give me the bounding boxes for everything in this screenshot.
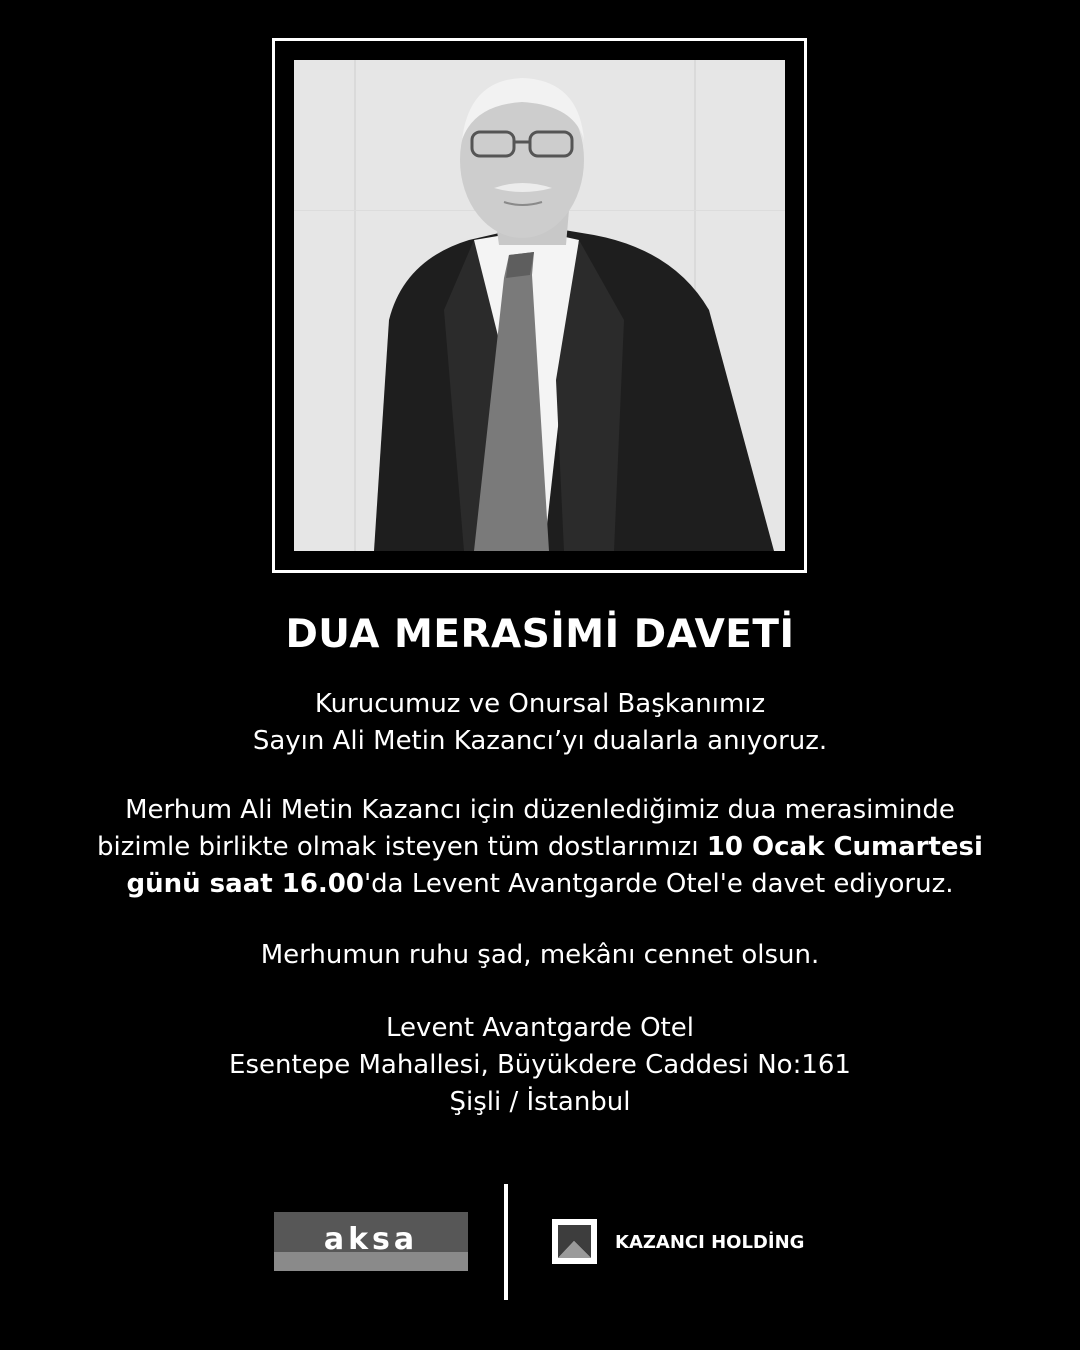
- invitation-text: [0, 792, 1080, 903]
- portrait-illustration: [294, 60, 785, 551]
- page-title: DUA MERASİMİ DAVETİ: [285, 612, 795, 657]
- tribute-text: [0, 686, 1080, 760]
- venue-name: Levent Avantgarde Otel: [386, 1013, 694, 1043]
- prayer-text: [0, 937, 1080, 974]
- invitation-line-3-text: 'da Levent Avantgarde Otel'e davet ediyoruz.: [363, 869, 954, 899]
- portrait-photo: [294, 60, 785, 551]
- footer-logos: [0, 1180, 1080, 1305]
- venue-street: Esentepe Mahallesi, Büyükdere Caddesi No:161: [229, 1050, 851, 1080]
- tribute-line-2: Sayın Ali Metin Kazancı’yı dualarla anıyoruz.: [252, 726, 828, 756]
- invitation-line-1: Merhum Ali Metin Kazancı için düzenlediğimiz dua merasiminde: [125, 795, 955, 825]
- prayer-line: Merhumun ruhu şad, mekânı cennet olsun.: [260, 940, 820, 970]
- aksa-logo: [274, 1212, 468, 1271]
- invitation-line-2-text: bizimle birlikte olmak isteyen tüm dostlarımızı: [97, 832, 707, 862]
- kazanci-logo-icon: [552, 1219, 597, 1264]
- aksa-logo-text: aksa: [323, 1222, 419, 1257]
- invitation-time: günü saat 16.00: [126, 869, 364, 899]
- venue-city: Şişli / İstanbul: [449, 1087, 631, 1117]
- invitation-date: 10 Ocak Cumartesi: [706, 832, 983, 862]
- invitation-line-3: [0, 866, 1080, 903]
- tribute-line-1: Kurucumuz ve Onursal Başkanımız: [314, 689, 766, 719]
- venue-address: [0, 1010, 1080, 1121]
- kazanci-logo-text: KAZANCI HOLDİNG: [615, 1232, 805, 1253]
- invitation-line-2: [0, 829, 1080, 866]
- logo-divider: [504, 1184, 508, 1300]
- portrait-frame: [272, 38, 807, 573]
